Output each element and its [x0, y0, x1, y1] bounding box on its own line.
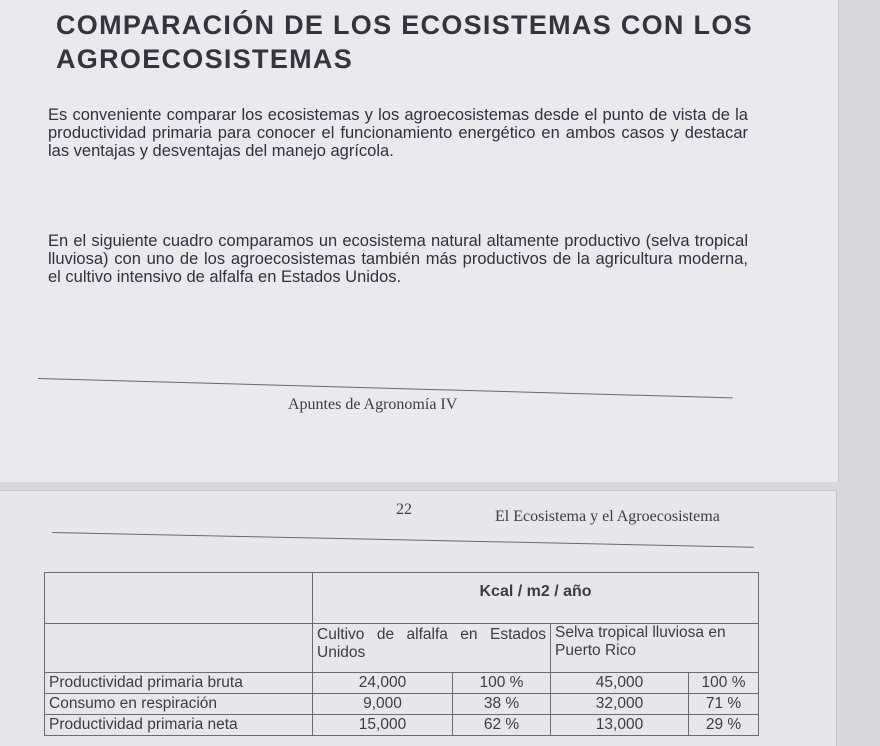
page-number: 22: [396, 501, 412, 518]
paragraph-comparison: En el siguiente cuadro comparamos un ecosistema natural altamente productivo (selva tropical lluviosa) con uno de los agroecosistemas también más productivos de la agricultura moderna, el cultivo intensivo de alfalfa en Estados Unidos.: [48, 232, 748, 286]
selva-value: 45,000: [551, 673, 689, 694]
alfalfa-value: 9,000: [313, 694, 453, 715]
row-label: Productividad primaria neta: [45, 715, 313, 736]
col-header-selva: Selva tropical lluviosa en Puerto Rico: [551, 624, 759, 673]
selva-percent: 29 %: [689, 715, 759, 736]
alfalfa-percent: 38 %: [453, 694, 551, 715]
alfalfa-percent: 62 %: [453, 715, 551, 736]
row-label: Productividad primaria bruta: [45, 673, 313, 694]
page-footer: Apuntes de Agronomía IV: [288, 396, 458, 413]
selva-value: 32,000: [551, 694, 689, 715]
table-unit-header: Kcal / m2 / año: [313, 573, 759, 624]
running-header: El Ecosistema y el Agroecosistema: [495, 508, 720, 525]
selva-percent: 71 %: [689, 694, 759, 715]
col-header-alfalfa: Cultivo de alfalfa en Estados Unidos: [313, 624, 551, 673]
document-title: COMPARACIÓN DE LOS ECOSISTEMAS CON LOS AGROECOSISTEMAS: [56, 10, 753, 74]
paragraph-intro: Es conveniente comparar los ecosistemas y los agroecosistemas desde el punto de vista de la productividad primaria para conocer el funcionamiento energético en ambos casos y destacar las ventajas y desventajas del manejo agrícola.: [48, 106, 748, 160]
alfalfa-value: 15,000: [313, 715, 453, 736]
table-header-empty: [45, 624, 313, 673]
table-row: [45, 673, 759, 694]
table-empty-corner: [45, 573, 313, 624]
selva-value: 13,000: [551, 715, 689, 736]
productivity-table: [44, 572, 759, 736]
selva-percent: 100 %: [689, 673, 759, 694]
alfalfa-percent: 100 %: [453, 673, 551, 694]
table-unit-row: [45, 573, 759, 624]
table-row: [45, 715, 759, 736]
alfalfa-value: 24,000: [313, 673, 453, 694]
table-row: [45, 694, 759, 715]
table-header-row: [45, 624, 759, 673]
row-label: Consumo en respiración: [45, 694, 313, 715]
